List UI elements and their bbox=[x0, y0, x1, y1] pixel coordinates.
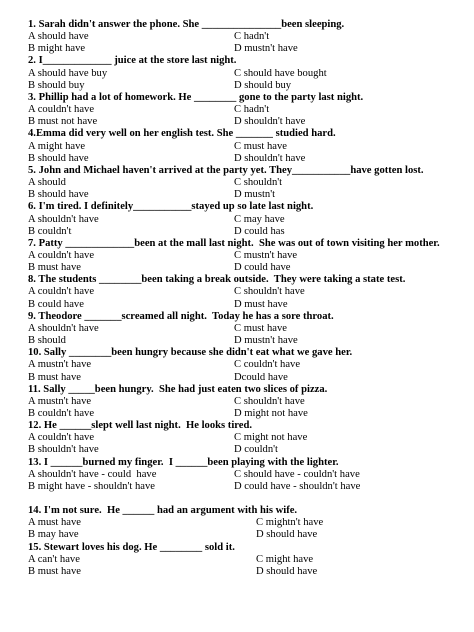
option-a: A must have bbox=[28, 517, 81, 529]
option-row bbox=[28, 177, 474, 189]
option-a: A mustn't have bbox=[28, 359, 92, 371]
option-row bbox=[28, 226, 474, 238]
option-row bbox=[28, 299, 474, 311]
question-text: 5. John and Michael haven't arrived at the party yet. They___________have gotten lost. bbox=[28, 164, 424, 176]
option-d: D shouldn't have bbox=[234, 152, 306, 164]
option-b: B should bbox=[28, 335, 66, 347]
option-row bbox=[28, 68, 474, 80]
option-c: C shouldn't have bbox=[234, 395, 305, 407]
question-text: 15. Stewart loves his dog. He ________ sold it. bbox=[28, 541, 235, 553]
question-12 bbox=[28, 420, 474, 456]
option-d: D could has bbox=[234, 225, 285, 237]
question-11 bbox=[28, 384, 474, 420]
option-row bbox=[28, 481, 474, 493]
option-b: B might have - shouldn't have bbox=[28, 480, 155, 492]
option-b: B couldn't have bbox=[28, 408, 95, 419]
question-15 bbox=[28, 542, 474, 578]
option-row bbox=[28, 104, 474, 116]
option-row bbox=[28, 554, 474, 566]
blank-line bbox=[28, 493, 474, 505]
option-d: D might not have bbox=[234, 408, 308, 419]
option-d: D shouldn't have bbox=[234, 116, 306, 128]
option-d: D should have bbox=[256, 565, 318, 577]
option-c: C must have bbox=[234, 322, 287, 334]
option-row bbox=[28, 566, 474, 578]
question-text: 10. Sally ________been hungry because she didn't eat what we gave her. bbox=[28, 347, 353, 359]
option-a: A couldn't have bbox=[28, 286, 95, 298]
question-text: 6. I'm tired. I definitely___________stayed up so late last night. bbox=[28, 201, 314, 213]
question-text: 13. I ______burned my finger. I ______been playing with the lighter. bbox=[28, 456, 339, 468]
question-8 bbox=[28, 274, 474, 310]
question-14 bbox=[28, 505, 474, 541]
question-text: 1. Sarah didn't answer the phone. She _______________been sleeping. bbox=[28, 19, 345, 30]
option-row bbox=[28, 408, 474, 420]
option-b: B should buy bbox=[28, 79, 85, 91]
option-row bbox=[28, 189, 474, 201]
option-d: D couldn't bbox=[234, 444, 278, 456]
option-row bbox=[28, 43, 474, 55]
option-d: D mustn't have bbox=[234, 335, 298, 347]
option-row bbox=[28, 153, 474, 165]
option-b: B must have bbox=[28, 565, 81, 577]
option-row bbox=[28, 335, 474, 347]
option-c: C couldn't have bbox=[234, 359, 301, 371]
option-d: D could have - shouldn't have bbox=[234, 480, 361, 492]
question-text: 12. He ______slept well last night. He looks tired. bbox=[28, 420, 253, 432]
question-text: 9. Theodore _______screamed all night. Today he has a sore throat. bbox=[28, 310, 334, 322]
question-text: 2. I_____________ juice at the store last night. bbox=[28, 55, 237, 67]
question-1 bbox=[28, 19, 474, 55]
option-a: A mustn't have bbox=[28, 395, 92, 407]
option-b: B could have bbox=[28, 298, 84, 310]
option-a: A might have bbox=[28, 140, 86, 152]
option-a: A shouldn't have bbox=[28, 213, 99, 225]
option-c: C shouldn't have bbox=[234, 286, 305, 298]
option-a: A should have bbox=[28, 31, 89, 43]
question-text: 7. Patty _____________been at the mall last night. She was out of town visiting her mother. bbox=[28, 237, 440, 249]
option-row bbox=[28, 262, 474, 274]
option-row bbox=[28, 141, 474, 153]
option-c: C hadn't bbox=[234, 31, 270, 43]
option-row bbox=[28, 250, 474, 262]
option-c: C should have - couldn't have bbox=[234, 468, 360, 480]
option-row bbox=[28, 31, 474, 43]
option-row bbox=[28, 517, 474, 529]
option-row bbox=[28, 286, 474, 298]
option-a: A shouldn't have - could have bbox=[28, 468, 157, 480]
option-row bbox=[28, 529, 474, 541]
option-b: B shouldn't have bbox=[28, 444, 99, 456]
option-a: A couldn't have bbox=[28, 104, 95, 116]
question-13 bbox=[28, 457, 474, 493]
option-a: A shouldn't have bbox=[28, 322, 99, 334]
option-d: D should buy bbox=[234, 79, 292, 91]
option-b: B must have bbox=[28, 262, 81, 274]
option-b: B must not have bbox=[28, 116, 98, 128]
option-a: A couldn't have bbox=[28, 249, 95, 261]
option-d: D could have bbox=[234, 262, 291, 274]
question-text: 8. The students ________been taking a break outside. They were taking a state test. bbox=[28, 274, 406, 286]
option-c: C hadn't bbox=[234, 104, 270, 116]
option-c: C should have bought bbox=[234, 67, 327, 79]
question-10 bbox=[28, 347, 474, 383]
option-row bbox=[28, 469, 474, 481]
option-c: C must have bbox=[234, 140, 287, 152]
option-b: B may have bbox=[28, 529, 79, 541]
option-c: C may have bbox=[234, 213, 285, 225]
option-b: B should have bbox=[28, 189, 89, 201]
question-6 bbox=[28, 201, 474, 237]
question-text: 3. Phillip had a lot of homework. He ________ gone to the party last night. bbox=[28, 91, 364, 103]
option-row bbox=[28, 323, 474, 335]
option-row bbox=[28, 359, 474, 371]
question-9 bbox=[28, 311, 474, 347]
option-row bbox=[28, 432, 474, 444]
option-b: B might have bbox=[28, 43, 86, 55]
option-c: C mustn't have bbox=[234, 249, 298, 261]
option-a: A can't have bbox=[28, 553, 80, 565]
option-a: A couldn't have bbox=[28, 432, 95, 444]
option-a: A should bbox=[28, 177, 66, 189]
option-row bbox=[28, 444, 474, 456]
question-7 bbox=[28, 238, 474, 274]
option-row bbox=[28, 214, 474, 226]
question-text: 14. I'm not sure. He ______ had an argument with his wife. bbox=[28, 505, 298, 517]
question-3 bbox=[28, 92, 474, 128]
question-text: 11. Sally _____been hungry. She had just eaten two slices of pizza. bbox=[28, 383, 328, 395]
option-c: C might have bbox=[256, 553, 314, 565]
question-2 bbox=[28, 55, 474, 91]
option-b: B must have bbox=[28, 371, 81, 383]
question-text: 4.Emma did very well on her english test. She _______ studied hard. bbox=[28, 128, 336, 140]
question-5 bbox=[28, 165, 474, 201]
option-b: B should have bbox=[28, 152, 89, 164]
option-b: B couldn't bbox=[28, 225, 72, 237]
question-4 bbox=[28, 128, 474, 164]
option-c: C might not have bbox=[234, 432, 308, 444]
option-row bbox=[28, 116, 474, 128]
option-row bbox=[28, 396, 474, 408]
option-d: Dcould have bbox=[234, 371, 288, 383]
option-d: D mustn't bbox=[234, 189, 276, 201]
option-row bbox=[28, 80, 474, 92]
option-row bbox=[28, 372, 474, 384]
option-a: A should have buy bbox=[28, 67, 108, 79]
option-d: D mustn't have bbox=[234, 43, 298, 55]
option-d: D should have bbox=[256, 529, 318, 541]
option-c: C shouldn't bbox=[234, 177, 283, 189]
option-c: C mightn't have bbox=[256, 517, 324, 529]
option-d: D must have bbox=[234, 298, 288, 310]
